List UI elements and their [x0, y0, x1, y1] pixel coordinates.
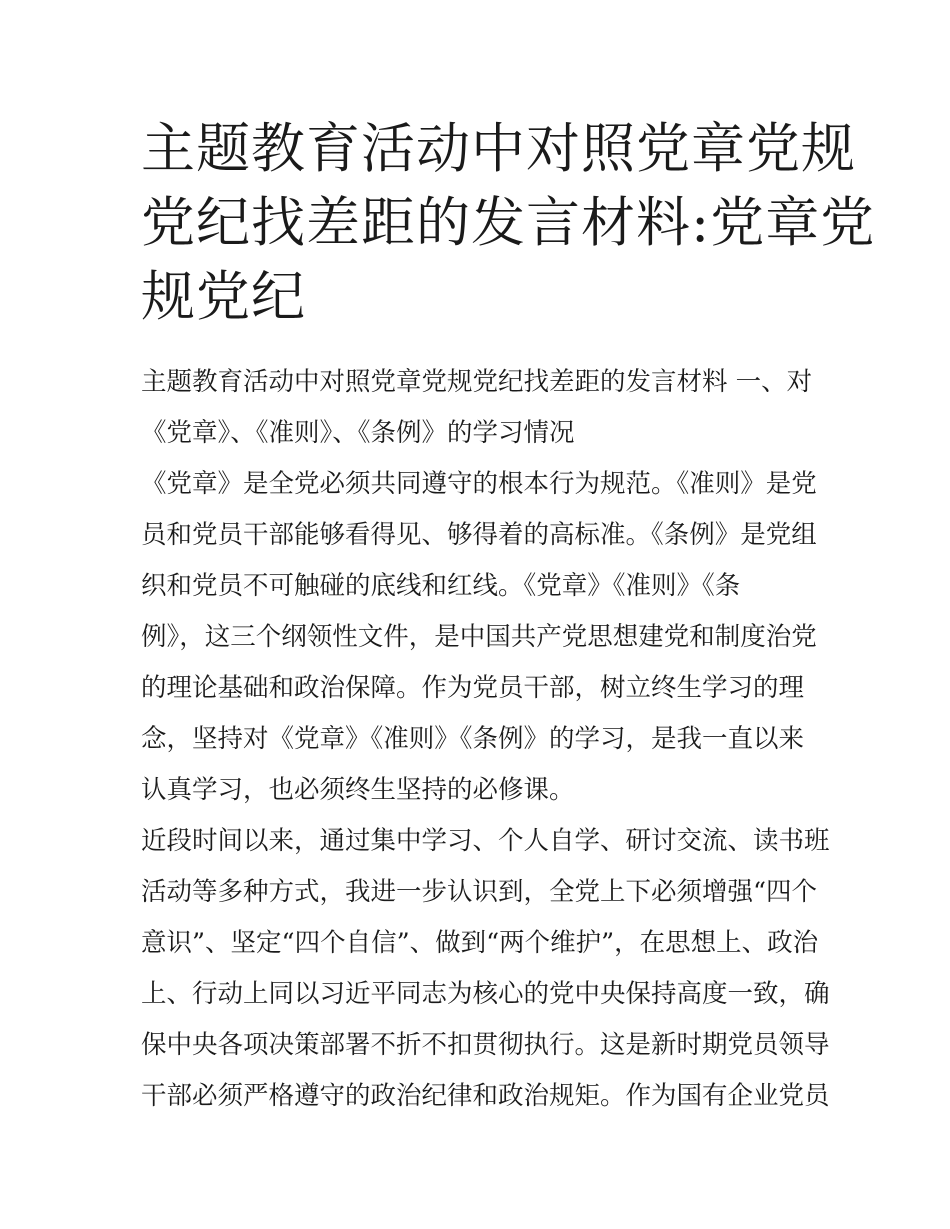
body-line: 织和党员不可触碰的底线和红线。《党章》《准则》《条 — [141, 571, 741, 601]
body-line: 保中央各项决策部署不折不扣贯彻执行。这是新时期党员领导 — [141, 1030, 830, 1060]
body-line: 念，坚持对《党章》《准则》《条例》的学习，是我一直以来 — [141, 724, 805, 754]
title-line: 规党纪 — [141, 265, 306, 328]
body-line: 员和党员干部能够看得见、够得着的高标准。《条例》是党组 — [141, 520, 817, 550]
body-line: 《党章》、《准则》、《条例》的学习情况 — [141, 418, 575, 448]
document-title — [141, 112, 876, 334]
body-line: 干部必须严格遵守的政治纪律和政治规矩。作为国有企业党员 — [141, 1081, 830, 1111]
body-line: 主题教育活动中对照党章党规党纪找差距的发言材料 一、对 — [141, 367, 813, 397]
title-line: 党纪找差距的发言材料:党章党 — [141, 191, 876, 254]
body-line: 例》，这三个纲领性文件，是中国共产党思想建党和制度治党 — [141, 622, 817, 652]
body-line: 活动等多种方式，我进一步认识到，全党上下必须增强“四个 — [141, 877, 818, 907]
body-line: 意识”、坚定“四个自信”、做到“两个维护”，在思想上、政治 — [141, 928, 819, 958]
body-line: 上、行动上同以习近平同志为核心的党中央保持高度一致，确 — [141, 979, 830, 1009]
body-line: 近段时间以来，通过集中学习、个人自学、研讨交流、读书班 — [141, 826, 830, 856]
document-body — [141, 357, 831, 1122]
body-line: 的理论基础和政治保障。作为党员干部，树立终生学习的理 — [141, 673, 805, 703]
body-line: 《党章》是全党必须共同遵守的根本行为规范。《准则》是党 — [141, 469, 817, 499]
body-line: 认真学习，也必须终生坚持的必修课。 — [141, 775, 575, 805]
title-line: 主题教育活动中对照党章党规 — [141, 117, 856, 180]
